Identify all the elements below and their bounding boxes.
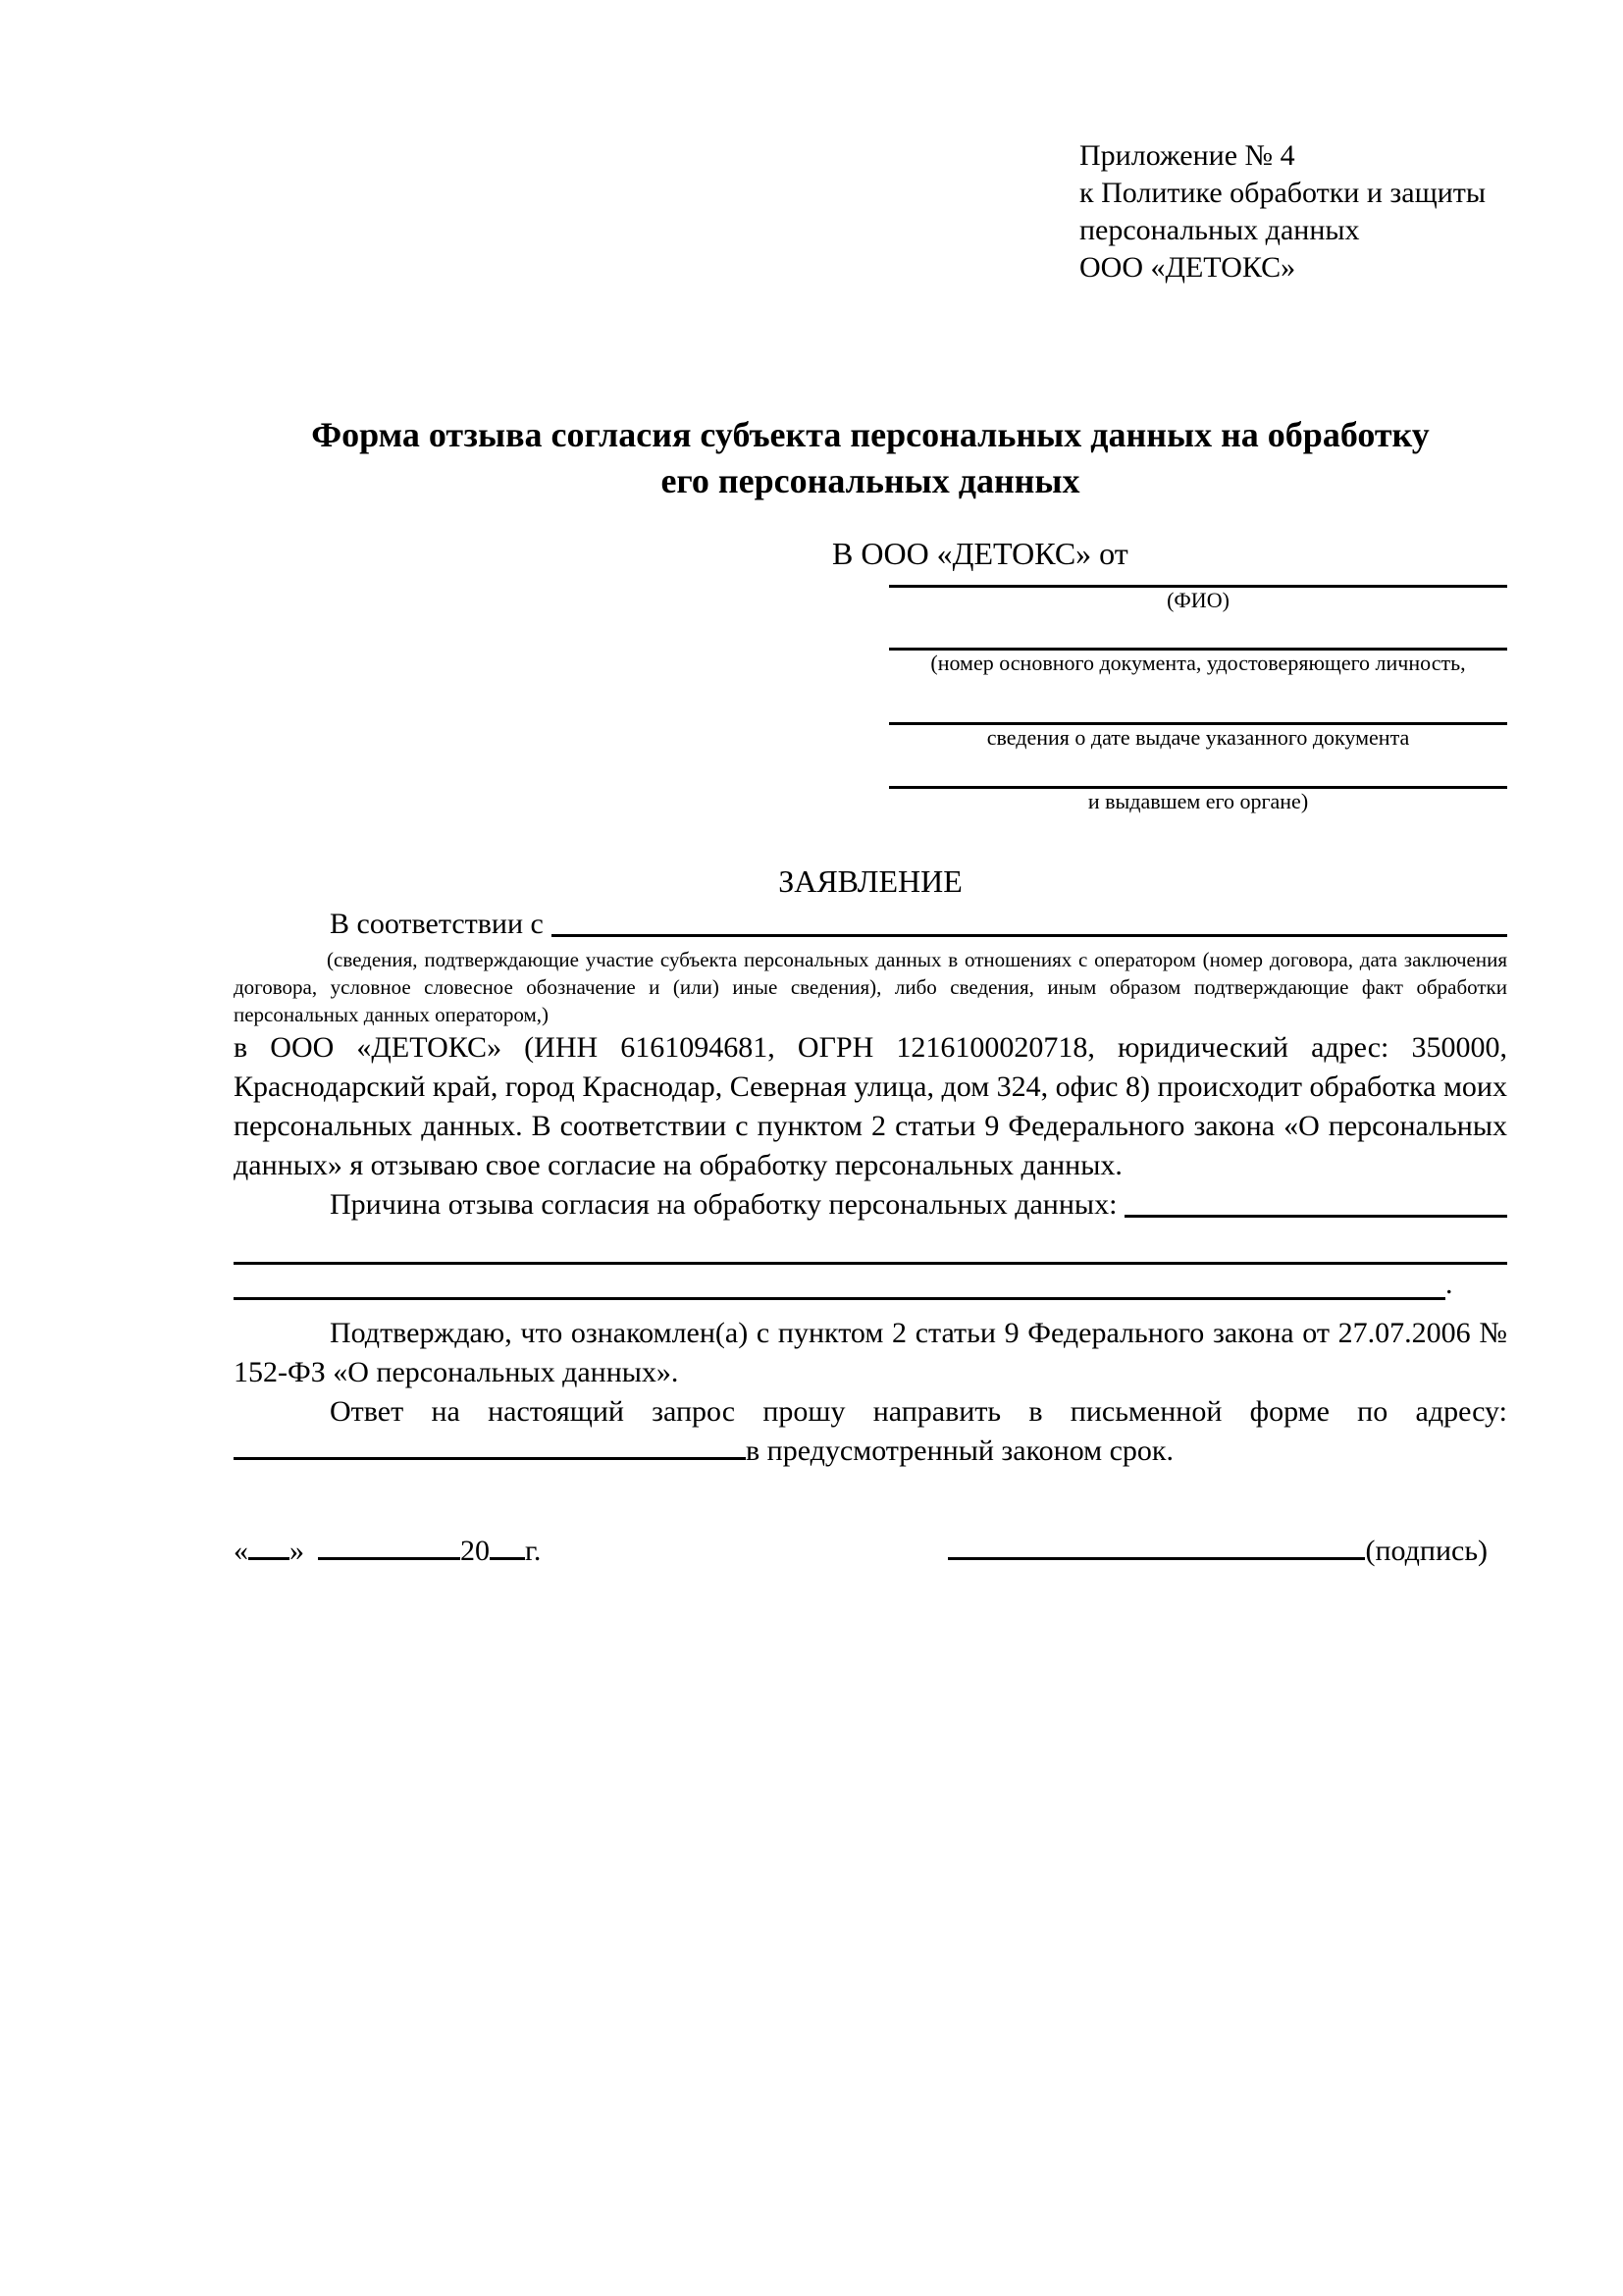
signature-group [948,1532,1488,1571]
date-group [234,1532,541,1571]
basis-blank-line [551,905,1507,937]
basis-row [234,905,1507,944]
addressee-to-line: В ООО «ДЕТОКС» от [832,536,1128,571]
year-blank-line [490,1557,525,1560]
document-content [0,137,1623,1571]
reason-blank-row-2-line [234,1265,1445,1300]
document-title [234,412,1507,504]
date-close-quote: » [289,1535,304,1567]
reason-row [234,1185,1507,1225]
fio-caption: (ФИО) [1167,588,1230,612]
appendix-header-line: персональных данных [1079,214,1360,246]
reason-prefix: Причина отзыва согласия на обработку персональных данных: [330,1188,1118,1221]
addressee-block [832,534,1507,814]
doc-number-blank-line [889,613,1507,651]
date-open-quote: « [234,1535,248,1567]
issuer-caption: и выдавшем его органе) [1087,789,1309,813]
day-blank-line [248,1557,289,1560]
reason-blank-row-1 [234,1225,1507,1265]
issuer-blank-line [889,751,1507,789]
fio-blank-line [889,573,1507,588]
doc-number-caption: (номер основного документа, удостоверяющего личность, [930,651,1466,675]
issue-date-blank-line [889,676,1507,725]
appendix-header-line: ООО «ДЕТОКС» [1079,251,1296,284]
document-title-line: его персональных данных [660,461,1080,500]
appendix-header-line: Приложение № 4 [1079,139,1295,172]
reason-blank-line [1125,1185,1507,1218]
issue-date-caption: сведения о дате выдаче указанного документа [986,725,1410,750]
basis-note: (сведения, подтверждающие участие субъекта персональных данных в отношениях с оператором (номер договора, дата заключения договора, условное словесное обозначение и (или) иные сведения), либо сведения, иным образом подтверждающие факт обработки персональных данных оператором,) [234,948,1507,1026]
statement-heading: ЗАЯВЛЕНИЕ [778,863,963,899]
address-blank-line [234,1457,746,1460]
confirmation-paragraph: Подтверждаю, что ознакомлен(а) с пунктом 2 статьи 9 Федерального закона от 27.07.2006 № 152-ФЗ «О персональных данных». [234,1317,1507,1388]
year-suffix: г. [525,1535,542,1567]
signature-caption: (подпись) [1365,1535,1488,1567]
appendix-header [1079,137,1507,287]
reply-suffix: в предусмотренный законом срок. [746,1435,1174,1467]
signature-blank-line [948,1557,1365,1560]
month-blank-line [318,1557,460,1560]
reason-period: . [1445,1268,1453,1300]
reply-address-line [234,1432,1507,1471]
appendix-header-line: к Политике обработки и защиты [1079,177,1487,209]
year-prefix: 20 [460,1535,490,1567]
date-signature-row [234,1532,1507,1571]
reply-request-line: Ответ на настоящий запрос прошу направить в письменной форме по адресу: [330,1395,1507,1428]
body-paragraph: в ООО «ДЕТОКС» (ИНН 6161094681, ОГРН 1216100020718, юридический адрес: 350000, Краснодарский край, город Краснодар, Северная улица, дом 324, офис 8) происходит обработка моих персональных данных. В соответствии с пунктом 2 статьи 9 Федерального закона «О персональных данных» я отзываю свое согласие на обработку персональных данных. [234,1031,1507,1181]
basis-prefix: В соответствии с [330,908,544,940]
document-title-line: Форма отзыва согласия субъекта персональных данных на обработку [311,415,1430,454]
reason-blank-row-2 [234,1265,1507,1300]
